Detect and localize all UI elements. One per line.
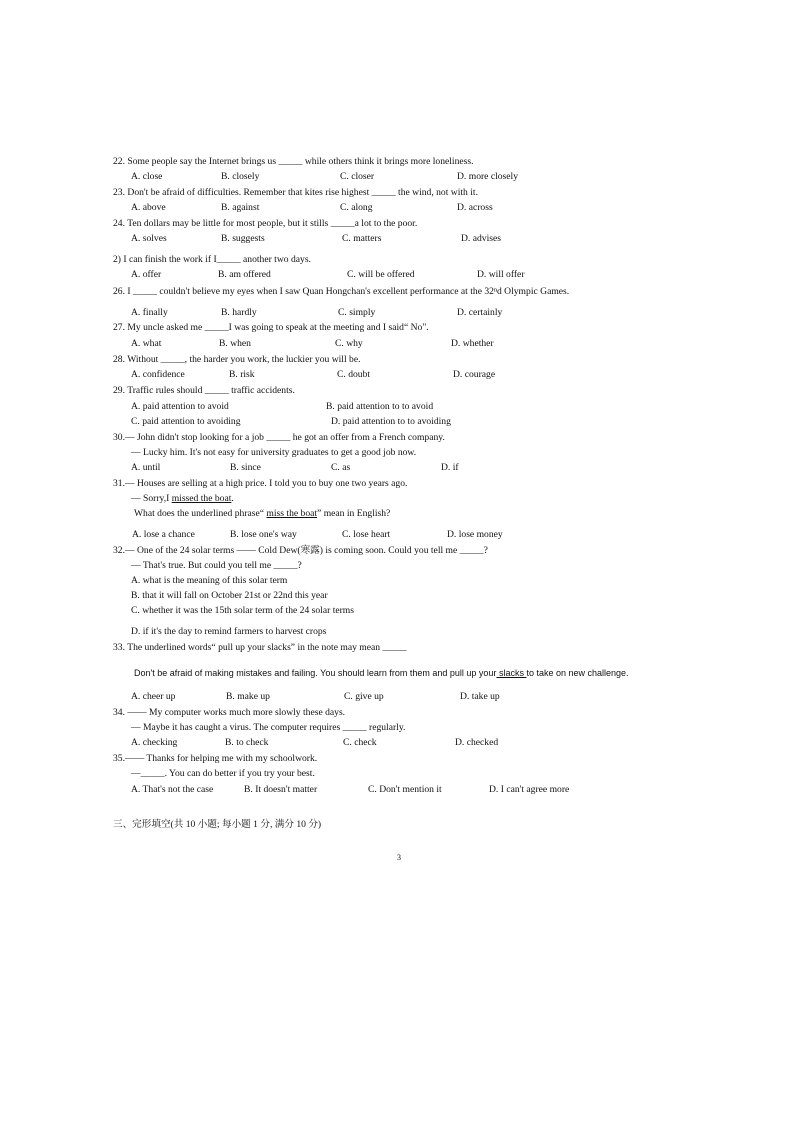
q24-option-c: C. matters <box>342 233 382 244</box>
q26-option-b: B. hardly <box>221 307 257 318</box>
q25-option-b: B. am offered <box>218 269 271 280</box>
question-27-stem: 27. My uncle asked me _____I was going to speak at the meeting and I said“ No". <box>113 322 429 333</box>
q26-option-d: D. certainly <box>457 307 503 318</box>
question-35-stem: 35.—— Thanks for helping me with my schoolwork. <box>113 753 318 764</box>
q31-option-c: C. lose heart <box>342 529 391 540</box>
question-31-reply <box>131 493 234 505</box>
question-22-stem: 22. Some people say the Internet brings us _____ while others think it brings more loneliness. <box>113 156 474 167</box>
question-30-reply: — Lucky him. It's not easy for university graduates to get a good job now. <box>131 447 417 458</box>
q27-option-b: B. when <box>219 338 251 349</box>
q24-option-b: B. suggests <box>221 233 265 244</box>
q33-option-c: C. give up <box>344 691 384 702</box>
question-33-note <box>134 667 629 679</box>
q31-prompt-phrase: miss the boat <box>266 508 318 519</box>
q28-option-b: B. risk <box>229 369 255 380</box>
q25-option-c: C. will be offered <box>347 269 415 280</box>
q24-option-d: D. advises <box>461 233 501 244</box>
question-23-stem: 23. Don't be afraid of difficulties. Remember that kites rise highest _____ the wind, not with it. <box>113 187 478 198</box>
q26-option-c: C. simply <box>338 307 376 318</box>
q25-option-d: D. will offer <box>477 269 525 280</box>
q32-option-d: D. if it's the day to remind farmers to harvest crops <box>131 626 327 637</box>
q31-option-d: D. lose money <box>447 529 503 540</box>
question-25-stem: 2) I can finish the work if I_____ another two days. <box>113 254 311 265</box>
question-34-stem: 34. —— My computer works much more slowly these days. <box>113 707 346 718</box>
q29-option-b: B. paid attention to to avoid <box>326 401 434 412</box>
q32-option-b: B. that it will fall on October 21st or 22nd this year <box>131 590 328 601</box>
q33-option-b: B. make up <box>226 691 270 702</box>
q29-option-d: D. paid attention to to avoiding <box>331 416 451 427</box>
q30-option-c: C. as <box>331 462 351 473</box>
q30-option-b: B. since <box>230 462 261 473</box>
q23-option-b: B. against <box>221 202 260 213</box>
q23-option-c: C. along <box>340 202 373 213</box>
page-number: 3 <box>397 853 401 862</box>
q27-option-c: C. why <box>335 338 363 349</box>
q28-option-c: C. doubt <box>337 369 371 380</box>
question-33-stem: 33. The underlined words“ pull up your slacks” in the note may mean _____ <box>113 642 407 653</box>
q22-option-a: A. close <box>131 171 163 182</box>
q22-option-d: D. more closely <box>457 171 519 182</box>
q34-option-d: D. checked <box>455 737 499 748</box>
q33-note-text: Don't be afraid of making mistakes and failing. You should learn from them and pull up your <box>134 668 497 678</box>
section-heading-cloze: 三、完形填空(共 10 小题; 每小题 1 分, 满分 10 分) <box>113 819 322 830</box>
q28-option-d: D. courage <box>453 369 496 380</box>
question-30-stem: 30.— John didn't stop looking for a job _____ he got an offer from a French company. <box>113 432 445 443</box>
q33-option-d: D. take up <box>460 691 500 702</box>
q22-option-b: B. closely <box>221 171 260 182</box>
q26-option-a: A. finally <box>131 307 168 318</box>
q31-reply-end: . <box>231 493 234 504</box>
q23-option-a: A. above <box>131 202 166 213</box>
q24-option-a: A. solves <box>131 233 167 244</box>
question-26-stem: 26. I _____ couldn't believe my eyes when I saw Quan Hongchan's excellent performance at the 32ⁿd Olympic Games. <box>113 286 570 297</box>
q22-option-c: C. closer <box>340 171 375 182</box>
question-32-reply: — That's true. But could you tell me _____? <box>131 560 302 571</box>
q31-option-a: A. lose a chance <box>132 529 195 540</box>
q32-option-a: A. what is the meaning of this solar term <box>131 575 288 586</box>
question-34-reply: — Maybe it has caught a virus. The computer requires _____ regularly. <box>131 722 406 733</box>
q34-option-c: C. check <box>343 737 377 748</box>
question-28-stem: 28. Without _____, the harder you work, the luckier you will be. <box>113 354 361 365</box>
q31-prompt-text: What does the underlined phrase“ <box>134 508 267 519</box>
q33-note-underlined: slacks <box>496 668 527 678</box>
q34-option-b: B. to check <box>225 737 269 748</box>
question-31-prompt <box>134 508 390 520</box>
q27-option-a: A. what <box>131 338 162 349</box>
q31-underlined-phrase: missed the boat <box>171 493 232 504</box>
q31-reply-text: — Sorry,I <box>131 493 172 504</box>
question-32-stem: 32.— One of the 24 solar terms —— Cold Dew(寒露) is coming soon. Could you tell me _____? <box>113 545 488 556</box>
q35-option-d: D. I can't agree more <box>489 784 570 795</box>
q27-option-d: D. whether <box>451 338 494 349</box>
q30-option-d: D. if <box>441 462 459 473</box>
q25-option-a: A. offer <box>131 269 162 280</box>
q29-option-c: C. paid attention to avoiding <box>131 416 241 427</box>
q31-prompt-end: ” mean in English? <box>317 508 391 519</box>
q29-option-a: A. paid attention to avoid <box>131 401 229 412</box>
q35-option-b: B. It doesn't matter <box>244 784 318 795</box>
q33-option-a: A. cheer up <box>131 691 176 702</box>
question-29-stem: 29. Traffic rules should _____ traffic accidents. <box>113 385 295 396</box>
q23-option-d: D. across <box>457 202 493 213</box>
question-35-reply: —_____. You can do better if you try your best. <box>131 768 315 779</box>
q35-option-a: A. That's not the case <box>131 784 214 795</box>
q32-option-c: C. whether it was the 15th solar term of the 24 solar terms <box>131 605 355 616</box>
q35-option-c: C. Don't mention it <box>368 784 442 795</box>
question-31-stem: 31.— Houses are selling at a high price. I told you to buy one two years ago. <box>113 478 408 489</box>
question-24-stem: 24. Ten dollars may be little for most people, but it stills _____a lot to the poor. <box>113 218 418 229</box>
q30-option-a: A. until <box>131 462 161 473</box>
q34-option-a: A. checking <box>131 737 178 748</box>
q33-note-end: to take on new challenge. <box>526 668 629 678</box>
q31-option-b: B. lose one's way <box>230 529 297 540</box>
q28-option-a: A. confidence <box>131 369 185 380</box>
